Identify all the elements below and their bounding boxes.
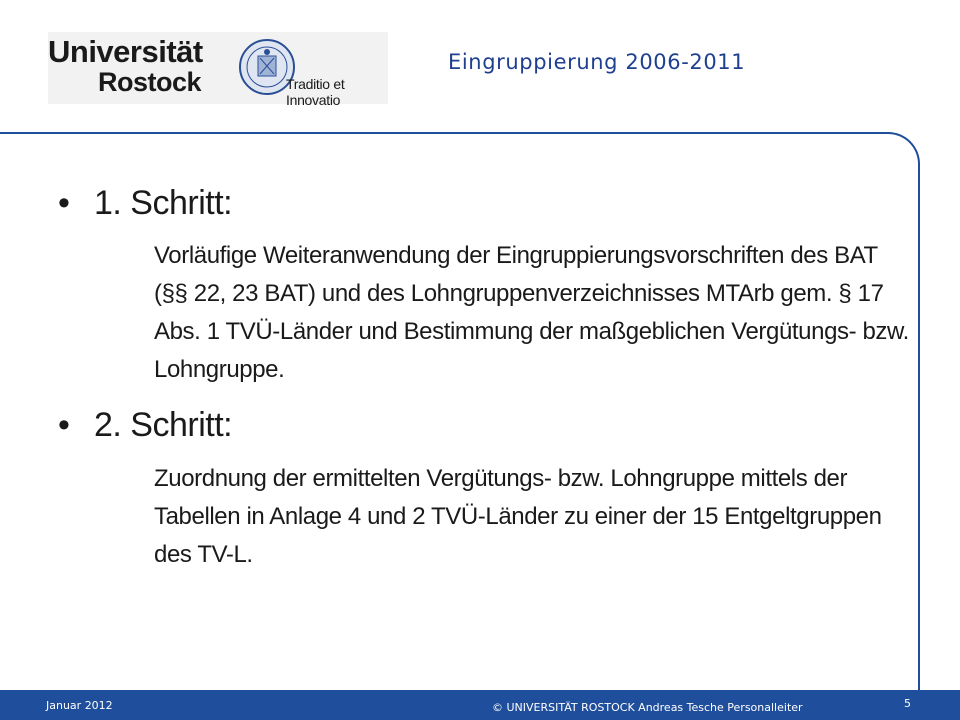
footer-bar: [0, 690, 960, 720]
university-logo: [48, 32, 388, 108]
bullet-heading: 1. Schritt:: [94, 184, 233, 222]
logo-name-line2: Rostock: [98, 67, 202, 97]
footer-date: Januar 2012: [46, 699, 113, 712]
page-title: Eingruppierung 2006-2011: [448, 50, 746, 74]
footer-copyright: © UNIVERSITÄT ROSTOCK Andreas Tesche Personalleiter: [492, 701, 803, 714]
bullet-dot-icon: •: [58, 184, 70, 222]
bullet-text: Zuordnung der ermittelten Vergütungs- bzw. Lohngruppe mittels der Tabellen in Anlage 4 und 2 TVÜ-Länder zu einer der 15 Entgeltgruppen des TV-L.: [154, 465, 882, 568]
bullet-dot-icon: •: [58, 406, 70, 444]
bullet-heading: 2. Schritt:: [94, 406, 233, 444]
page-number: 5: [904, 697, 911, 710]
bullet-text: Vorläufige Weiteranwendung der Eingruppierungsvorschriften des BAT (§§ 22, 23 BAT) und des Lohngruppenverzeichnisses MTArb gem. § 17 Abs. 1 TVÜ-Länder und Bestimmung der maßgeblichen Vergütungs- bzw. Lohngruppe.: [154, 242, 909, 383]
logo-name-line1: Universität: [48, 34, 203, 69]
logo-motto: Traditio et Innovatio: [286, 76, 345, 108]
content-frame-right-border: [918, 164, 920, 690]
